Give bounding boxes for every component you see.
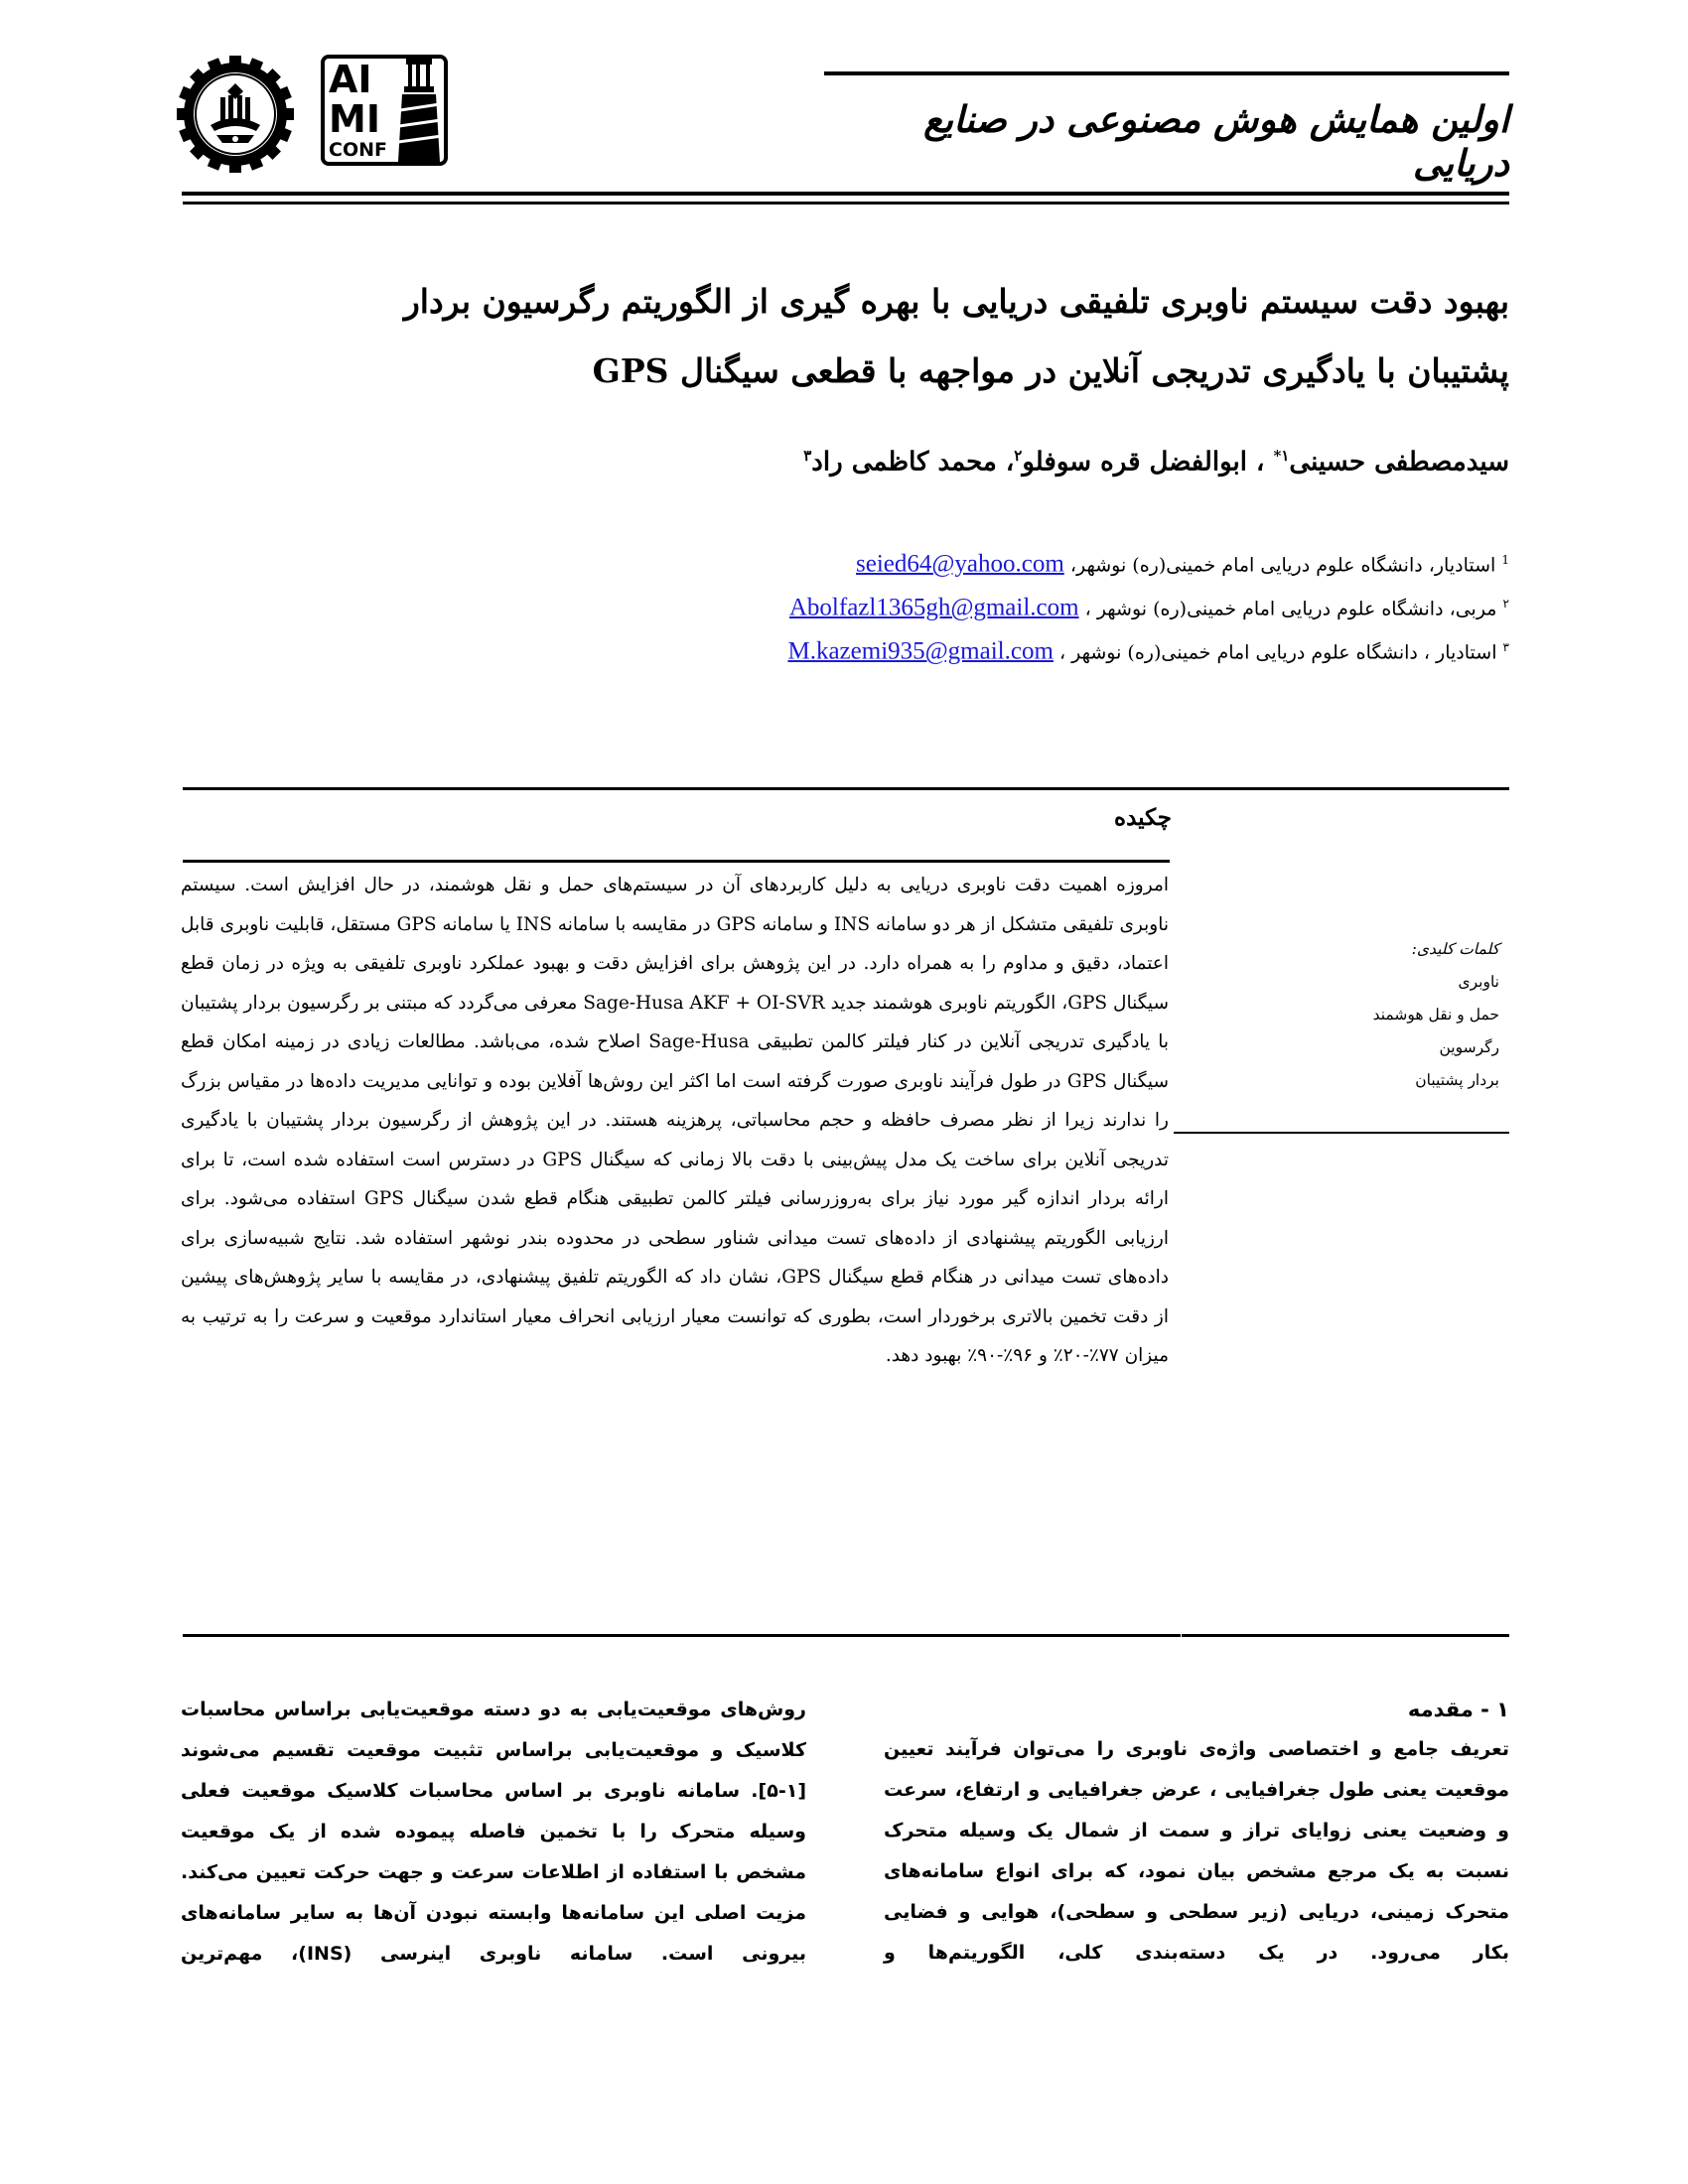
paper-title-line-2: پشتیبان با یادگیری تدریجی آنلاین در مواجهه با قطعی سیگنال GPS bbox=[592, 351, 1509, 390]
introduction-left-column: روش‌های موقعیت‌یابی به دو دسته موقعیت‌یابی براساس محاسبات کلاسیک و موقعیت‌یابی براساس تثبیت موقعیت تقسیم می‌شوند [۱-۵]. سامانه ناوبری بر اساس محاسبات کلاسیک موقعیت فعلی وسیله متحرک را با تخمین فاصله پیموده شده از یک موقعیت مشخص با استفاده از اطلاعات سرعت و جهت حرکت تعیین می‌کند. مزیت اصلی این سامانه‌ها وابسته نبودن آن‌ها به سایر سامانه‌های بیرونی است. سامانه ناوبری اینرسی (INS)، مهم‌ترین bbox=[181, 1699, 806, 1965]
introduction-right-column: تعریف جامع و اختصاصی واژه‌ی ناوبری را می‌توان فرآیند تعیین موقعیت یعنی طول جغرافیایی ، عرض جغرافیایی و ارتفاع، سرعت و وضعیت یعنی زوایای تراز و سمت از شمال یک وسیله متحرک نسبت به یک مرجع مشخص بیان نمود، که برای انواع سامانه‌های متحرک زمینی، دریایی (زیر سطحی و سطحی)، هوایی و فضایی بکار می‌رود. در یک دسته‌بندی کلی، الگوریتم‌ها و bbox=[884, 1738, 1509, 1964]
affiliation-text: استادیار ، دانشگاه علوم دریایی امام خمینی(ره) نوشهر ، bbox=[1058, 641, 1497, 664]
abstract-bottom-rule-right bbox=[1182, 1634, 1509, 1637]
aimi-conf-logo bbox=[321, 55, 448, 166]
abstract-heading-rule bbox=[183, 860, 1170, 863]
email-link[interactable]: seied64@yahoo.com bbox=[856, 550, 1064, 578]
keyword: رگرسوین bbox=[1439, 1038, 1499, 1056]
keyword: بردار پشتیبان bbox=[1415, 1071, 1499, 1089]
author-name: ابوالفضل قره سوفلو bbox=[1022, 447, 1247, 478]
header-double-rule-thick bbox=[182, 192, 1509, 196]
author-affiliation-mark: ۲ bbox=[1014, 447, 1023, 465]
keyword: ناوبری bbox=[1458, 973, 1499, 991]
svg-text:AI: AI bbox=[329, 58, 372, 101]
svg-text:MI: MI bbox=[329, 97, 380, 141]
keywords-bottom-rule bbox=[1174, 1132, 1509, 1134]
abstract-heading: چکیده bbox=[1114, 804, 1172, 831]
abstract-body: امروزه اهمیت دقت ناوبری دریایی به دلیل کاربردهای آن در سیستم‌های حمل و نقل هوشمند، در حال افزایش است. سیستم ناوبری تلفیقی متشکل از هر دو سامانه INS و سامانه GPS در مقایسه با سامانه INS یا سامانه GPS مستقل، قابلیت ناوبری قابل اعتماد، دقیق و مداوم را به همراه دارد. در این پژوهش برای افزایش دقت و بهبود عملکرد ناوبری تلفیقی به ویژه در زمان قطع سیگنال GPS، الگوریتم ناوبری هوشمند جدید Sage-Husa AKF + OI-SVR معرفی می‌گردد که مبتنی بر رگرسیون بردار پشتیبان با یادگیری تدریجی آنلاین در کنار فیلتر کالمن تطبیقی Sage-Husa اصلاح شده، می‌باشد. مطالعات زیادی در زمینه امکان قطع سیگنال GPS در طول فرآیند ناوبری صورت گرفته است اما اکثر این روش‌ها آفلاین بوده و توانایی مدیریت داده‌ها در مقیاس بزرگ را ندارند زیرا از نظر مصرف حافظه و حجم محاسباتی، پرهزینه هستند. در این پژوهش از رگرسیون بردار پشتیبان با یادگیری تدریجی آنلاین برای ساخت یک مدل پیش‌بینی با دقت بالا زمانی که سیگنال GPS در دسترس است استفاده شده است، تا برای ارائه بردار اندازه گیر مورد نیاز برای به‌روزرسانی فیلتر کالمن تطبیقی هنگام قطع شدن سیگنال GPS استفاده می‌شود. برای ارزیابی الگوریتم پیشنهادی از داده‌های تست میدانی شناور سطحی در محدوده بندر نوشهر استفاده شد. نتایج شبیه‌سازی برای داده‌های تست میدانی در هنگام قطع سیگنال GPS، نشان داد که الگوریتم تلفیق پیشنهادی، در مقایسه با سایر پژوهش‌های پیشین از دقت تخمین بالاتری برخوردار است، بطوری که توانست معیار ارزیابی انحراف معیار استاندارد موقعیت و سرعت را به ترتیب به میزان ۷۷٪-۲۰٪ و ۹۶٪-۹۰٪ بهبود دهد. bbox=[181, 875, 1170, 1366]
section-heading-introduction: ۱ - مقدمه bbox=[1407, 1698, 1509, 1721]
email-link[interactable]: M.kazemi935@gmail.com bbox=[787, 637, 1054, 665]
lighthouse-icon bbox=[321, 55, 448, 166]
author-affiliation-mark: ۱* bbox=[1273, 447, 1290, 465]
gear-emblem-icon bbox=[177, 56, 294, 173]
keyword: حمل و نقل هوشمند bbox=[1372, 1006, 1499, 1024]
affiliation-text: استادیار، دانشگاه علوم دریایی امام خمینی(ره) نوشهر، bbox=[1069, 554, 1496, 577]
affiliation-3 bbox=[516, 625, 1509, 674]
affiliation-2 bbox=[516, 582, 1509, 630]
keywords-box bbox=[1281, 933, 1499, 1097]
conference-title: اولین همایش هوش مصنوعی در صنایع دریایی bbox=[923, 97, 1509, 185]
header-top-rule bbox=[824, 71, 1509, 75]
affiliation-number: 1 bbox=[1501, 553, 1509, 567]
affiliation-1 bbox=[516, 538, 1509, 587]
sharif-university-logo bbox=[177, 56, 294, 173]
abstract-top-rule bbox=[183, 787, 1509, 790]
author-name: سیدمصطفی حسینی bbox=[1289, 447, 1509, 478]
abstract-bottom-rule-left bbox=[183, 1634, 1181, 1637]
keywords-heading: کلمات کلیدی: bbox=[1411, 940, 1499, 958]
svg-text:CONF: CONF bbox=[329, 139, 387, 161]
affiliation-text: مربی، دانشگاه علوم دریایی امام خمینی(ره) نوشهر ، bbox=[1084, 598, 1497, 620]
email-link[interactable]: Abolfazl1365gh@gmail.com bbox=[788, 594, 1079, 621]
affiliation-number: ۳ bbox=[1502, 640, 1509, 654]
author-name: محمد کاظمی راد bbox=[811, 447, 997, 478]
author-affiliation-mark: ۳ bbox=[803, 447, 812, 465]
affiliation-number: ۲ bbox=[1502, 597, 1509, 611]
author-list: سیدمصطفی حسینی$^{۱*}$ ، ابوالفضل قره سوفلو$^۲$، محمد کاظمی راد$^۳$ bbox=[803, 447, 1509, 478]
header-double-rule-thin bbox=[183, 202, 1509, 205]
paper-title-line-1: بهبود دقت سیستم ناوبری تلفیقی دریایی با بهره گیری از الگوریتم رگرسیون بردار bbox=[403, 282, 1509, 321]
